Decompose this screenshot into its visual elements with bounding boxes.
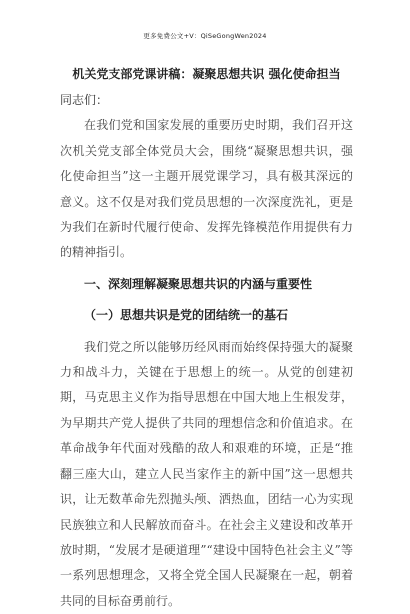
document-body — [60, 60, 353, 614]
body-paragraph: 我们党之所以能够历经风雨而始终保持强大的凝聚力和战斗力，关键在于思想上的统一。从党的创建初期，马克思主义作为指导思想在中国大地上生根发芽，为早期共产党人提供了共同的理想信念和价值追求。在革命战争年代面对残酷的敌人和艰难的环境，正是“推翻三座大山，建立人民当家作主的新中国”这一思想共识，让无数革命先烈抛头颅、洒热血，团结一心为实现民族独立和人民解放而奋斗。在社会主义建设和改革开放时期，“发展才是硬道理”“建设中国特色社会主义”等一系列思想理念，又将全党全国人民凝聚在一起，朝着共同的目标奋勇前行。 — [60, 339, 353, 608]
intro-paragraph: 在我们党和国家发展的重要历史时期，我们召开这次机关党支部全体党员大会，围绕“凝聚思想共识，强化使命担当”这一主题开展党课学习，具有极其深远的意义。这不仅是对我们党员思想的一次深度洗礼，更是为我们在新时代履行使命、发挥先锋模范作用提供有力的精神指引。 — [60, 118, 353, 260]
subsection-heading: （一）思想共识是党的团结统一的基石 — [84, 308, 289, 323]
salutation: 同志们： — [60, 93, 109, 107]
section-heading: 一、深刻理解凝聚思想共识的内涵与重要性 — [84, 276, 313, 291]
document-title: 机关党支部党课讲稿：凝聚思想共识 强化使命担当 — [72, 67, 341, 81]
header-note: 更多免费公文+V：QiSeGongWen2024 — [143, 32, 267, 40]
